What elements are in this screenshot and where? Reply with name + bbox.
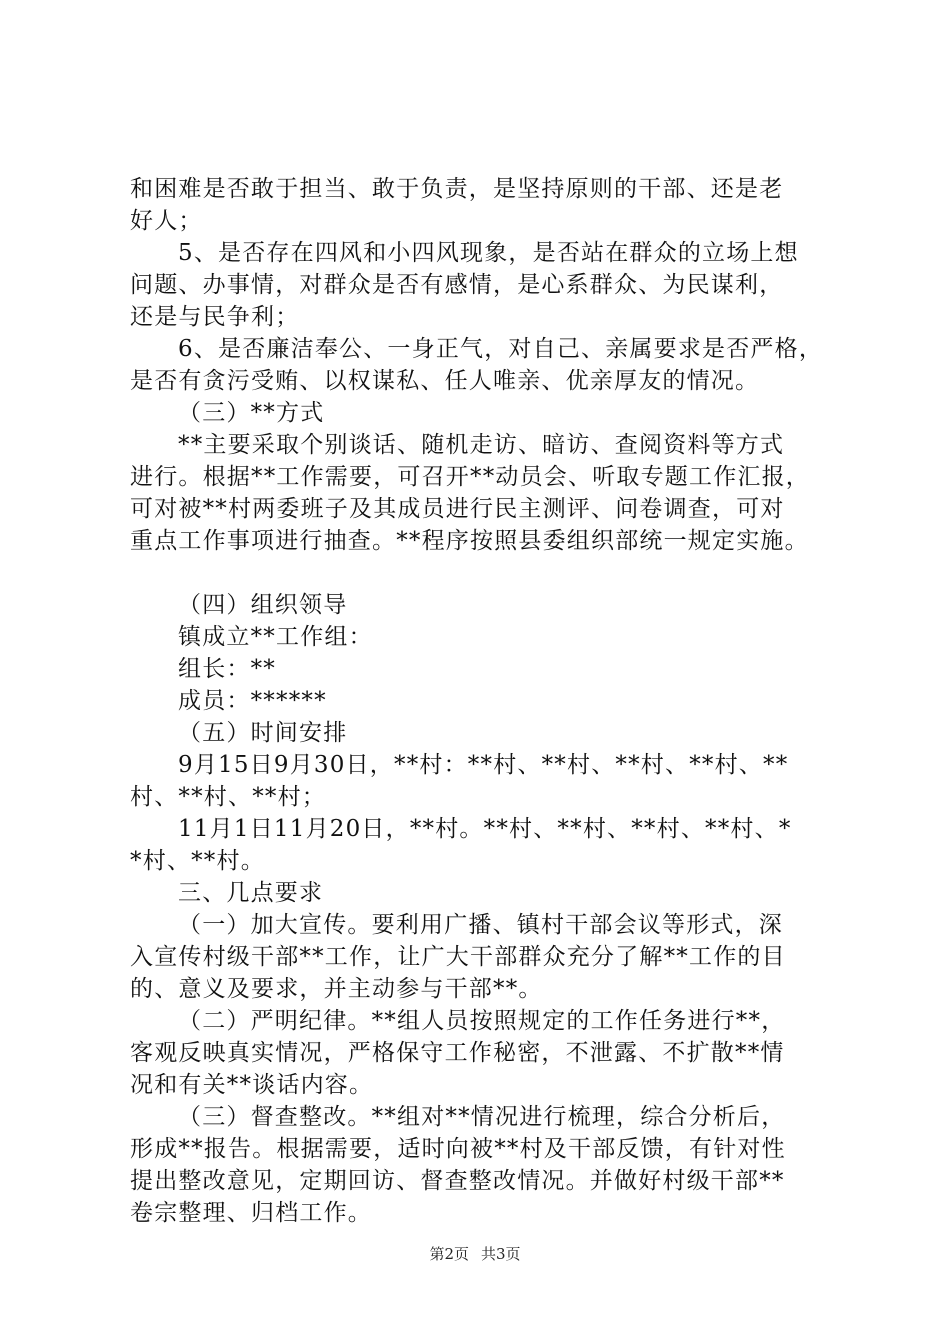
text-line: 进行。根据**工作需要，可召开**动员会、听取专题工作汇报， (130, 464, 810, 490)
text-line: 入宣传村级干部**工作，让广大干部群众充分了解**工作的目 (130, 944, 786, 970)
text-line: 9月15日9月30日，**村：**村、**村、**村、**村、** (178, 752, 789, 778)
text-line: *村、**村。 (130, 848, 265, 874)
page-total: 共3页 (481, 1245, 521, 1263)
section-heading: 三、几点要求 (178, 880, 324, 906)
text-line: 问题、办事情，对群众是否有感情，是心系群众、为民谋利， (130, 272, 784, 298)
text-line: 5、是否存在四风和小四风现象，是否站在群众的立场上想 (178, 240, 799, 266)
page-number: 第2页 (429, 1245, 469, 1263)
text-line: 村、**村、**村； (130, 784, 326, 810)
text-line: **主要采取个别谈话、随机走访、暗访、查阅资料等方式 (178, 432, 785, 458)
text-line: 好人； (130, 208, 203, 234)
text-line: 和困难是否敢于担当、敢于负责，是坚持原则的干部、还是老 (130, 176, 784, 202)
text-line: 成员：****** (178, 688, 327, 714)
section-heading: （四）组织领导 (178, 592, 348, 618)
text-line: 11月1日11月20日，**村。**村、**村、**村、**村、* (178, 816, 792, 842)
text-line: 形成**报告。根据需要，适时向被**村及干部反馈，有针对性 (130, 1136, 786, 1162)
text-line: 组长：** (178, 656, 276, 682)
text-line: （一）加大宣传。要利用广播、镇村干部会议等形式，深 (178, 912, 783, 938)
text-line: 还是与民争利； (130, 304, 300, 330)
text-line: 镇成立**工作组： (178, 624, 373, 650)
text-line: 可对被**村两委班子及其成员进行民主测评、问卷调查，可对 (130, 496, 785, 522)
text-line: 客观反映真实情况，严格保守工作秘密，不泄露、不扩散**情 (130, 1040, 785, 1066)
section-heading: （三）**方式 (178, 400, 325, 426)
text-line: 卷宗整理、归档工作。 (130, 1200, 372, 1226)
text-line: 的、意义及要求，并主动参与干部**。 (130, 976, 543, 1002)
text-line: 6、是否廉洁奉公、一身正气，对自己、亲属要求是否严格， (178, 336, 824, 362)
text-line: （二）严明纪律。**组人员按照规定的工作任务进行**， (178, 1008, 786, 1034)
text-line: （三）督查整改。**组对**情况进行梳理，综合分析后， (178, 1104, 786, 1130)
text-line: 况和有关**谈话内容。 (130, 1072, 374, 1098)
text-line: 提出整改意见，定期回访、督查整改情况。并做好村级干部** (130, 1168, 785, 1194)
text-line: 重点工作事项进行抽查。**程序按照县委组织部统一规定实施。 (130, 528, 809, 554)
page-footer (0, 1243, 950, 1264)
text-line: 是否有贪污受贿、以权谋私、任人唯亲、优亲厚友的情况。 (130, 368, 760, 394)
section-heading: （五）时间安排 (178, 720, 348, 746)
